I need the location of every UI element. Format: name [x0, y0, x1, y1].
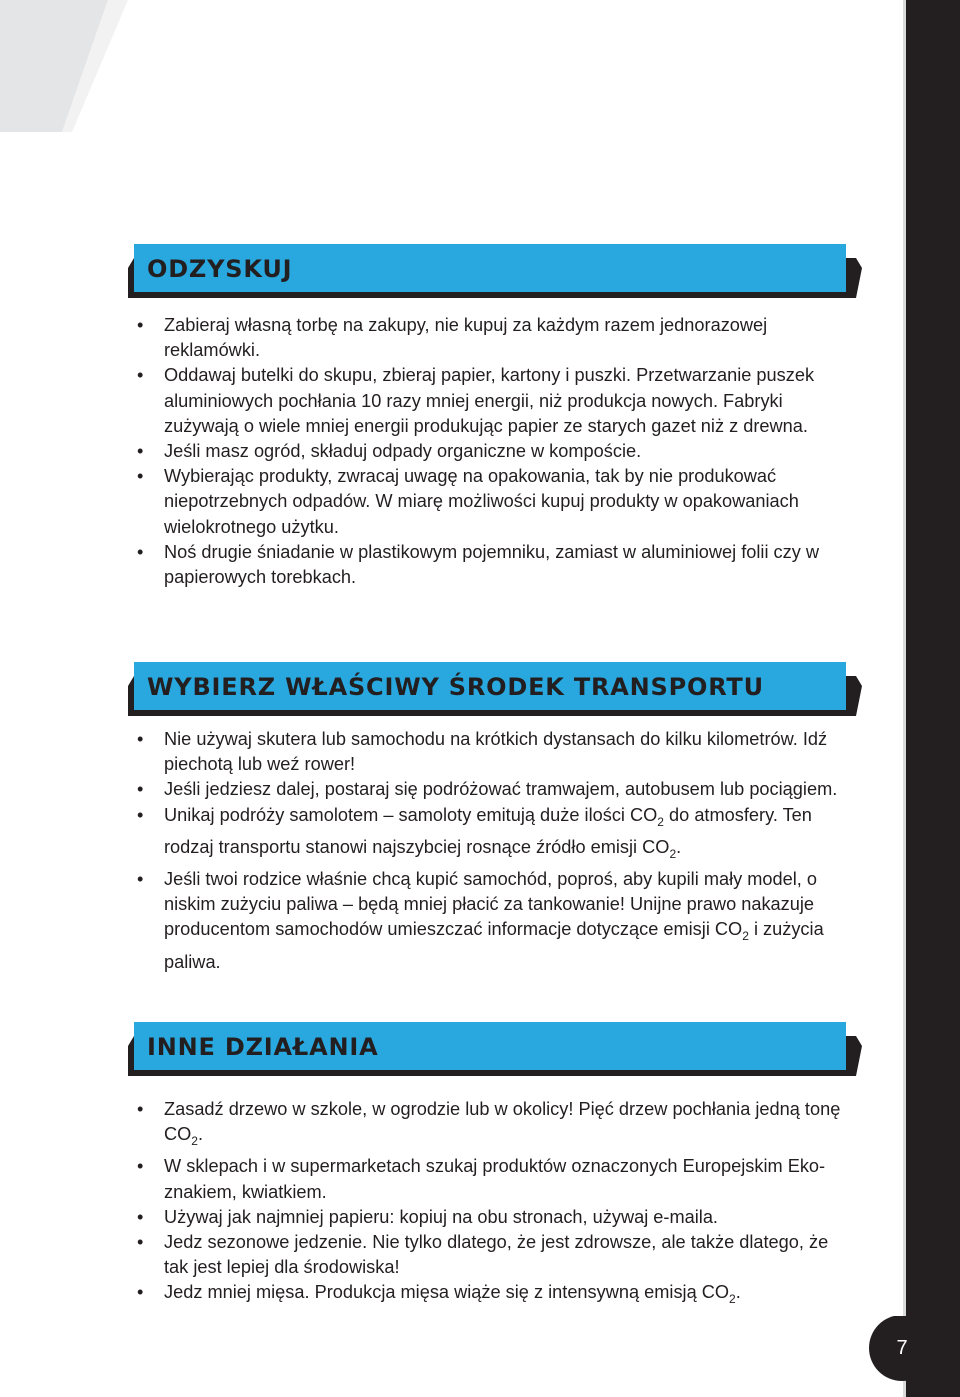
list-item — [137, 540, 857, 590]
item-text: Jeśli masz ogród, składuj odpady organiczne w kompoście. — [164, 441, 642, 462]
subscript-text: 2 — [729, 1292, 736, 1307]
item-text: . — [197, 1124, 204, 1145]
item-text: Zasadź drzewo w szkole, w ogrodzie lub w okolicy! Pięć drzew pochłania jedną tonę CO — [164, 1099, 841, 1145]
item-text: W sklepach i w supermarketach szukaj produktów oznaczonych Europejskim Eko-znakiem, kwiatkiem. — [164, 1156, 826, 1202]
section-title: ODZYSKUJ — [147, 255, 293, 283]
bullet-icon: • — [137, 1232, 144, 1253]
list-item — [137, 727, 857, 777]
bullet-icon: • — [137, 541, 144, 562]
section-header-inne-dzialania — [128, 1022, 862, 1082]
bullet-icon: • — [137, 869, 144, 890]
bullet-icon: • — [137, 779, 144, 800]
section-list-transport — [137, 727, 857, 975]
subscript-text: 2 — [191, 1134, 198, 1149]
list-item — [137, 1280, 857, 1312]
bullet-icon: • — [137, 1206, 144, 1227]
bullet-icon: • — [137, 466, 144, 487]
item-text: Noś drugie śniadanie w plastikowym pojemniku, zamiast w aluminiowej folii czy w papierowych torebkach. — [164, 541, 820, 588]
item-text: . — [735, 1282, 741, 1303]
section-header-transport — [128, 662, 862, 722]
item-text: Jedz sezonowe jedzenie. Nie tylko dlatego, że jest zdrowsze, ale także dlatego, że tak jest lepiej dla środowiska! — [164, 1232, 829, 1278]
list-item — [137, 867, 857, 975]
item-text: Używaj jak najmniej papieru: kopiuj na obu stronach, używaj e-maila. — [164, 1206, 718, 1227]
item-text: do atmosfery. Ten rodzaj transportu stanowi najszybciej rosnące źródło emisji CO — [164, 804, 812, 857]
list-item — [137, 803, 857, 867]
subscript-text: 2 — [742, 929, 749, 944]
list-item — [137, 439, 857, 464]
item-text: Zabieraj własną torbę na zakupy, nie kupuj za każdym razem jednorazowej reklamówki. — [164, 315, 768, 361]
section-header-odzyskuj — [128, 244, 862, 304]
frame-right-inner-edge — [903, 0, 906, 1397]
item-text: Unikaj podróży samolotem – samoloty emitują duże ilości CO — [164, 804, 658, 825]
section-title: INNE DZIAŁANIA — [147, 1033, 379, 1061]
bullet-icon: • — [137, 1099, 144, 1119]
bullet-icon: • — [137, 365, 144, 386]
section-list-odzyskuj — [137, 313, 857, 590]
list-item — [137, 1154, 857, 1204]
list-item — [137, 464, 857, 540]
item-text: Wybierając produkty, zwracaj uwagę na opakowania, tak by nie produkować niepotrzebnych odpadów. W miarę możliwości kupuj produkty w opakowaniach wielokrotnego użytku. — [164, 466, 799, 537]
item-text: Oddawaj butelki do skupu, zbieraj papier, kartony i puszki. Przetwarzanie puszek aluminiowych pochłania 10 razy mniej energii, niż produkcja nowych. Fabryki zużywają o wiele mniej energii produkując papier ze starych gazet niż z drewna. — [164, 365, 815, 436]
list-item — [137, 1230, 857, 1280]
bullet-icon: • — [137, 441, 144, 462]
subscript-text: 2 — [657, 814, 664, 829]
list-item — [137, 1205, 857, 1230]
section-title: WYBIERZ WŁAŚCIWY ŚRODEK TRANSPORTU — [147, 673, 764, 701]
bullet-icon: • — [137, 804, 144, 825]
page-number: 7 — [896, 1337, 908, 1359]
list-item — [137, 313, 857, 363]
list-item — [137, 363, 857, 439]
section-list-inne-dzialania — [137, 1097, 857, 1313]
bullet-icon: • — [137, 1282, 144, 1303]
bullet-icon: • — [137, 1156, 144, 1177]
item-text: i zużycia paliwa. — [164, 919, 824, 972]
item-text: Jedz mniej mięsa. Produkcja mięsa wiąże się z intensywną emisją CO — [164, 1282, 730, 1303]
bullet-icon: • — [137, 315, 144, 335]
item-text: Nie używaj skutera lub samochodu na krótkich dystansach do kilku kilometrów. Idź piechotą lub weź rower! — [164, 729, 828, 775]
item-text: Jeśli jedziesz dalej, postaraj się podróżować tramwajem, autobusem lub pociągiem. — [164, 779, 838, 800]
list-item — [137, 777, 857, 802]
subscript-text: 2 — [669, 846, 677, 861]
list-item — [137, 1097, 857, 1154]
bullet-icon: • — [137, 729, 144, 749]
item-text: . — [676, 836, 682, 857]
item-text: Jeśli twoi rodzice właśnie chcą kupić samochód, poproś, aby kupili mały model, o niskim zużyciu paliwa – będą mniej płacić za tankowanie! Unijne prawo nakazuje producentom samochodów umieszczać informacje dotyczące emisji CO — [164, 869, 818, 940]
frame-right-border — [906, 0, 960, 1397]
